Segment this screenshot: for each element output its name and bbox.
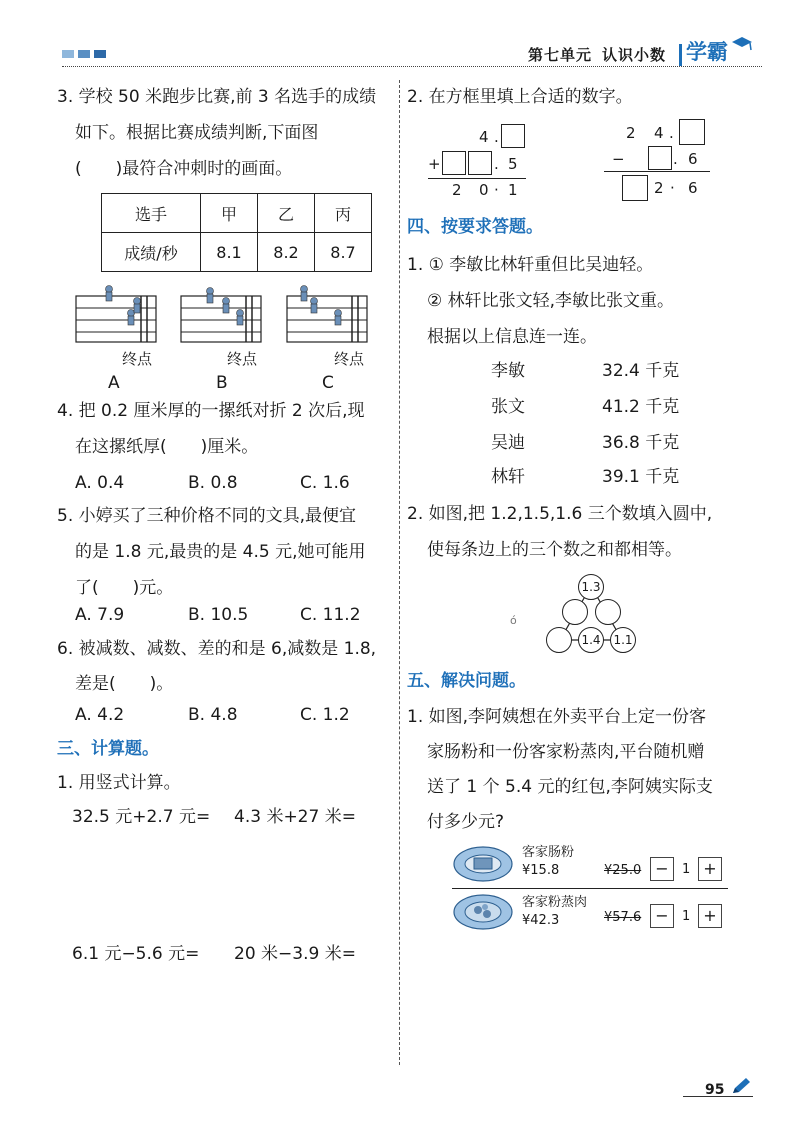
add-mid-digit: 5: [508, 155, 518, 173]
q6-line1: 6. 被减数、减数、差的和是 6,减数是 1.8,: [57, 639, 377, 659]
match-weight: 32.4 千克: [602, 361, 680, 381]
add-blank-box[interactable]: [501, 124, 525, 148]
item-name: 客家肠粉: [522, 845, 575, 860]
sub-rule: [604, 171, 710, 172]
add-result-digit: 0: [479, 181, 489, 199]
q6-option-c: C. 1.2: [300, 705, 350, 725]
column-divider: [399, 80, 400, 1065]
finish-label-c: 终点: [334, 350, 365, 368]
q4-option-a: A. 0.4: [75, 473, 125, 493]
add-top-digit: 4: [479, 128, 489, 146]
unit-label: 第七单元: [528, 46, 593, 64]
item-old-price: ¥57.6: [604, 910, 642, 925]
add-top-point: .: [494, 128, 499, 146]
q5-option-c: C. 11.2: [300, 605, 361, 625]
decrease-quantity-button[interactable]: −: [650, 857, 674, 881]
add-plus-sign: +: [428, 155, 441, 173]
calc-expr-2: 4.3 米+27 米=: [234, 807, 356, 827]
scan-speck: ó: [510, 614, 517, 627]
race-picture-b: [180, 282, 262, 348]
score-table-cell: 8.7: [315, 233, 372, 272]
option-a-label: A: [108, 373, 120, 393]
q5-option-a: A. 7.9: [75, 605, 125, 625]
order-card: [452, 840, 728, 930]
r-q2-title: 2. 在方框里填上合适的数字。: [407, 87, 633, 107]
add-result-point: ·: [494, 181, 499, 199]
sub-mid-digit: 6: [688, 150, 698, 168]
circle-empty-left[interactable]: [562, 599, 588, 625]
q3-line3: ( )最符合冲刺时的画面。: [75, 159, 293, 179]
section-4-title: 四、按要求答题。: [407, 217, 543, 237]
sub-blank-box[interactable]: [648, 146, 672, 170]
chapter-title: 认识小数: [602, 46, 667, 64]
q5-line1: 5. 小婷买了三种价格不同的文具,最便宜: [57, 506, 357, 526]
sub-result-digit: 2: [654, 179, 664, 197]
add-mid-point: .: [494, 155, 499, 173]
sub-top-digit: 4: [654, 124, 664, 142]
s3-q1-title: 1. 用竖式计算。: [57, 773, 181, 793]
item-price: ¥15.8: [522, 863, 560, 878]
score-table-header: 丙: [315, 194, 372, 233]
calc-expr-4: 20 米−3.9 米=: [234, 944, 356, 964]
sub-result-digit: 6: [688, 179, 698, 197]
option-b-label: B: [216, 373, 228, 393]
circle-empty-bottom-left[interactable]: [546, 627, 572, 653]
score-table-header: 乙: [258, 194, 315, 233]
item-price: ¥42.3: [522, 913, 560, 928]
calc-expr-1: 32.5 元+2.7 元=: [72, 807, 211, 827]
header-rule: [62, 66, 762, 67]
s5-q1-line2: 家肠粉和一份客家粉蒸肉,平台随机赠: [427, 742, 705, 762]
steamed-pork-food-icon: [452, 892, 514, 932]
q4-option-b: B. 0.8: [188, 473, 238, 493]
score-table-cell: 8.1: [201, 233, 258, 272]
add-result-digit: 1: [508, 181, 518, 199]
sub-result-point: ·: [670, 179, 675, 197]
calc-expr-3: 6.1 元−5.6 元=: [72, 944, 200, 964]
s4-q1-line1: 1. ① 李敏比林轩重但比吴迪轻。: [407, 255, 654, 275]
q5-option-b: B. 10.5: [188, 605, 249, 625]
item-old-price: ¥25.0: [604, 863, 642, 878]
item-quantity: 1: [682, 862, 691, 877]
sub-blank-box[interactable]: [679, 119, 705, 145]
item-name: 客家粉蒸肉: [522, 895, 588, 910]
s4-q1-line3: 根据以上信息连一连。: [427, 327, 597, 347]
match-weight: 39.1 千克: [602, 467, 680, 487]
s4-q1-line2: ② 林轩比张文轻,李敏比张文重。: [427, 291, 675, 311]
sub-mid-point: .: [673, 150, 678, 168]
q3-line1: 3. 学校 50 米跑步比赛,前 3 名选手的成绩: [57, 87, 377, 107]
s5-q1-line4: 付多少元?: [427, 812, 505, 832]
q5-line2: 的是 1.8 元,最贵的是 4.5 元,她可能用: [75, 542, 366, 562]
graduation-cap-icon: [730, 34, 754, 52]
sub-blank-box[interactable]: [622, 175, 648, 201]
score-table: [101, 193, 372, 272]
add-blank-box[interactable]: [468, 151, 492, 175]
order-card-divider: [452, 888, 728, 889]
finish-label-a: 终点: [122, 350, 153, 368]
q5-line3: 了( )元。: [75, 578, 174, 598]
match-name: 李敏: [491, 361, 525, 381]
circle-bottom-right: 1.1: [610, 627, 636, 653]
s5-q1-line3: 送了 1 个 5.4 元的红包,李阿姨实际支: [427, 777, 713, 797]
sub-top-point: .: [669, 124, 674, 142]
match-name: 林轩: [491, 467, 525, 487]
score-table-cell: 8.2: [258, 233, 315, 272]
item-quantity: 1: [682, 909, 691, 924]
section-3-title: 三、计算题。: [57, 739, 159, 759]
s5-q1-line1: 1. 如图,李阿姨想在外卖平台上定一份客: [407, 707, 707, 727]
increase-quantity-button[interactable]: +: [698, 904, 722, 928]
match-name: 张文: [491, 397, 525, 417]
add-result-digit: 2: [452, 181, 462, 199]
match-weight: 41.2 千克: [602, 397, 680, 417]
brand-logo: 学霸: [686, 40, 728, 64]
header-decoration: [62, 50, 108, 58]
q6-option-b: B. 4.8: [188, 705, 238, 725]
sub-minus-sign: −: [612, 150, 625, 168]
q3-line2: 如下。根据比赛成绩判断,下面图: [75, 123, 319, 143]
increase-quantity-button[interactable]: +: [698, 857, 722, 881]
q4-line2: 在这摞纸厚( )厘米。: [75, 437, 259, 457]
q4-option-c: C. 1.6: [300, 473, 350, 493]
q6-option-a: A. 4.2: [75, 705, 125, 725]
option-c-label: C: [322, 373, 334, 393]
circle-top: 1.3: [578, 574, 604, 600]
page-number: 95: [705, 1082, 725, 1098]
race-picture-a: [75, 282, 157, 348]
race-picture-c: [286, 282, 368, 348]
match-weight: 36.8 千克: [602, 433, 680, 453]
decrease-quantity-button[interactable]: −: [650, 904, 674, 928]
q6-line2: 差是( )。: [75, 674, 174, 694]
add-rule: [428, 178, 526, 179]
add-blank-box[interactable]: [442, 151, 466, 175]
circle-bottom-middle: 1.4: [578, 627, 604, 653]
score-table-header: 选手: [102, 194, 201, 233]
circle-empty-right[interactable]: [595, 599, 621, 625]
score-table-header: 甲: [201, 194, 258, 233]
sub-top-digit: 2: [626, 124, 636, 142]
footer-rule: [683, 1096, 753, 1097]
q4-line1: 4. 把 0.2 厘米厚的一摞纸对折 2 次后,现: [57, 401, 365, 421]
s4-q2-line1: 2. 如图,把 1.2,1.5,1.6 三个数填入圆中,: [407, 504, 713, 524]
section-5-title: 五、解决问题。: [407, 671, 526, 691]
match-name: 吴迪: [491, 433, 525, 453]
score-table-cell: 成绩/秒: [102, 233, 201, 272]
rice-roll-food-icon: [452, 844, 514, 884]
finish-label-b: 终点: [227, 350, 258, 368]
header-separator: [679, 44, 682, 66]
s4-q2-line2: 使每条边上的三个数之和都相等。: [427, 540, 682, 560]
pencil-icon: [730, 1076, 752, 1096]
